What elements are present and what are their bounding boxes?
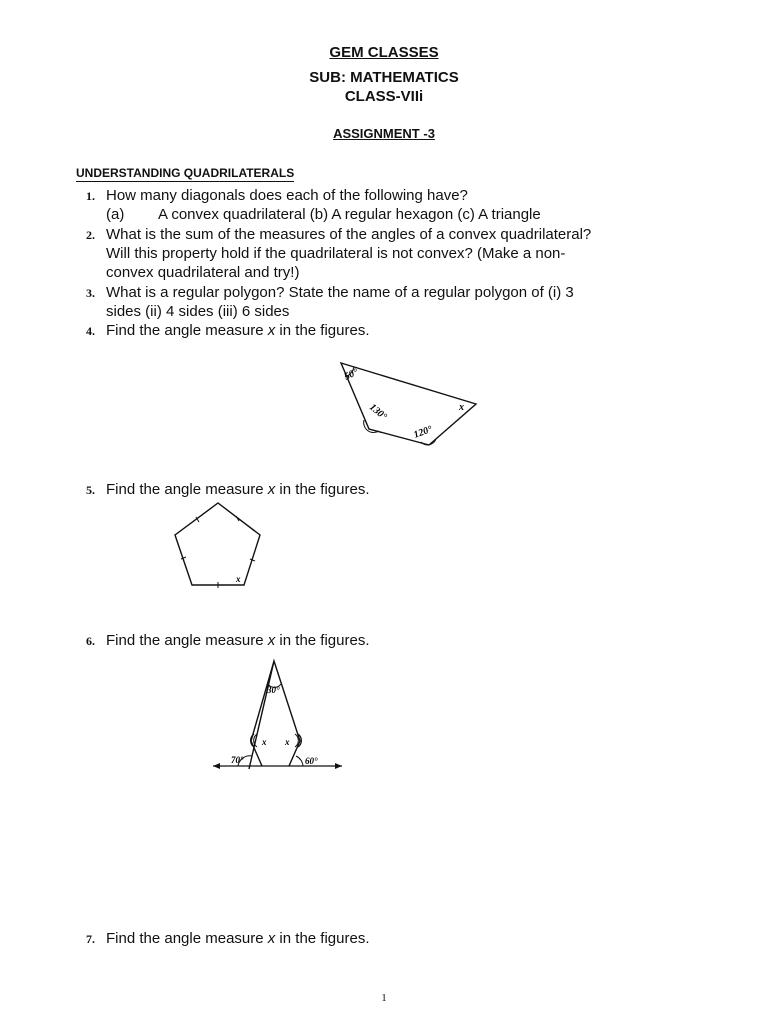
page-number: 1 [381, 992, 387, 1004]
question-subparts [106, 205, 541, 224]
question-number: 2. [86, 228, 95, 242]
question-text: Find the angle measure x in the figures. [106, 930, 370, 947]
class-line: CLASS-VIIi [344, 88, 424, 105]
subpart-text: A convex quadrilateral (b) A regular hexagon (c) A triangle [158, 206, 541, 223]
angle-label-x: x [459, 402, 464, 413]
subject-line: SUB: MATHEMATICS [309, 69, 459, 86]
question-text: Find the angle measure x in the figures. [106, 632, 370, 649]
question-number: 4. [86, 324, 95, 338]
question-number: 6. [86, 634, 95, 648]
angle-label-x-left: x [262, 737, 267, 747]
question-number: 1. [86, 189, 95, 203]
question-text-line: convex quadrilateral and try!) [106, 264, 300, 281]
angle-label-60: 60° [305, 756, 318, 766]
question-number: 3. [86, 286, 95, 300]
angle-label-130: 130° [367, 401, 389, 423]
question-text: Find the angle measure x in the figures. [106, 481, 370, 498]
question-number: 7. [86, 932, 95, 946]
question-text-line: sides (ii) 4 sides (iii) 6 sides [106, 303, 290, 320]
angle-label-30: 30° [267, 685, 280, 695]
section-title: UNDERSTANDING QUADRILATERALS [76, 166, 295, 180]
figure-quadrilateral [335, 357, 495, 457]
angle-label-x: x [236, 574, 241, 584]
school-name: GEM CLASSES [329, 44, 439, 61]
figure-arrowhead [210, 657, 350, 772]
question-text: How many diagonals does each of the following have? [106, 187, 468, 204]
angle-label-120: 120° [412, 423, 434, 441]
angle-label-70: 70° [231, 755, 244, 765]
angle-label-50: 50° [342, 366, 360, 383]
question-text-line: What is a regular polygon? State the name of a regular polygon of (i) 3 [106, 284, 574, 301]
question-number: 5. [86, 483, 95, 497]
question-text: Find the angle measure x in the figures. [106, 322, 370, 339]
question-text-line: What is the sum of the measures of the angles of a convex quadrilateral? [106, 226, 592, 243]
angle-label-x-right: x [285, 737, 290, 747]
assignment-title: ASSIGNMENT -3 [333, 126, 435, 141]
figure-pentagon [169, 500, 269, 595]
subpart-label: (a) [106, 206, 125, 223]
question-text-line: Will this property hold if the quadrilateral is not convex? (Make a non- [106, 245, 566, 262]
